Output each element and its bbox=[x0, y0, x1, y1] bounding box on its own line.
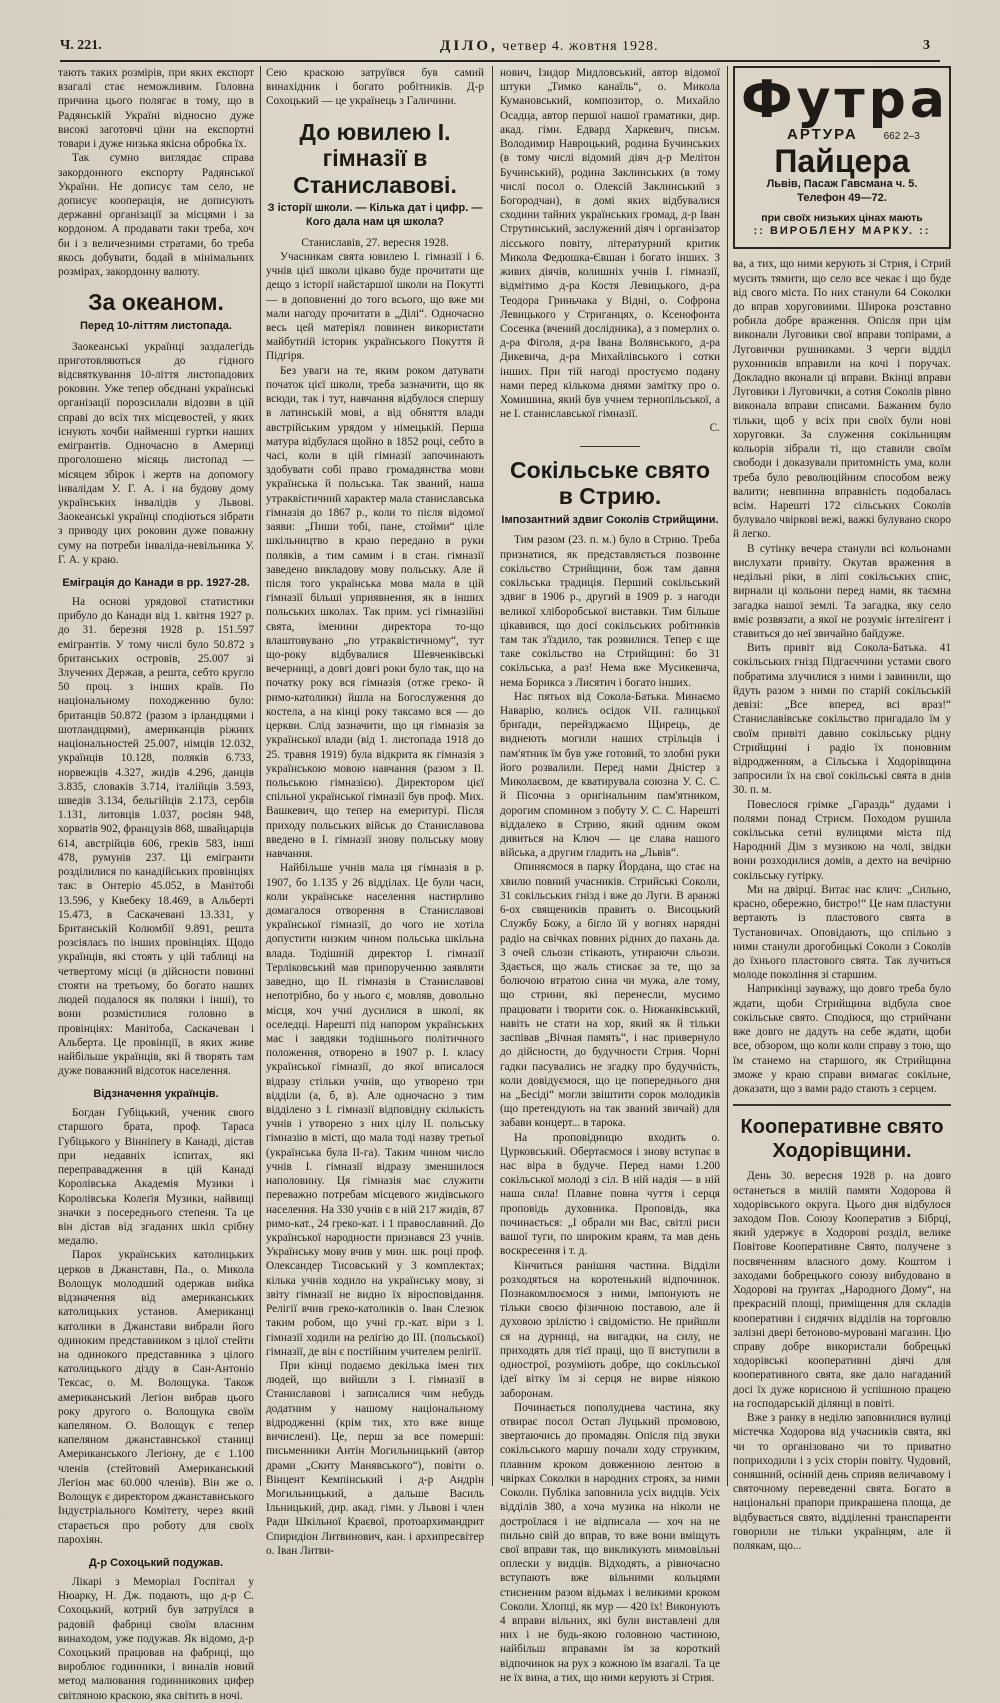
column-2 bbox=[266, 66, 484, 1557]
article-text: Заокеанські українці заздалегідь приготовляються до гідного відсвяткування 10-ліття листопадових роковин. Уже тепер обєднані українські організації порозсилали відозви в цій справі до всіх тих місцевостей, у яких існують хочби найменші гуртки наших емігрантів. Одночасно в Америці проголошено місяць листопад — місяцем збірок і жертв на допомогу інвалідам У. Г. А. і на будову дому українських інвалідів у Львові. Заокеанські українці сподіються зібрати з приводу цих роковин дуже поважну суму на потреби інваліда-невільника У. Г. А. у краю. bbox=[58, 340, 254, 566]
ad-brand: :: ВИРОБЛЕНУ МАРКУ. :: bbox=[753, 225, 931, 238]
ad-tagline: при своїх низьких цінах мають bbox=[761, 212, 923, 225]
ad-phone: Телефон 49—72. bbox=[797, 192, 887, 205]
ad-address: Львів, Пасаж Гавсмана ч. 5. bbox=[766, 178, 918, 191]
article-signature: С. bbox=[709, 422, 720, 435]
article-text: Тим разом (23. п. м.) було в Стрию. Треба признатися, як представляється позвонне сокільство Стрийщини, бож там давня сокільська традиція. Перший сокільський здвиг в 1906 р., другий в 1909 р. з нагоди великої хліборобської виставки. Тим більше цікавився, що досі сокільських робітників там так з'їздило, так розвилися. Тепер є ще таке сокільство на Стрийщині: бо 31 сокільська, а раз! Нема вже Мусикевича, нема Борикса з Лисятич і богато інших. bbox=[500, 534, 720, 689]
ad-code: 662 2–3 bbox=[883, 131, 920, 142]
fur-advertisement bbox=[733, 66, 951, 249]
headline-sokil-stryi: Сокільське свято в Стрию. bbox=[510, 456, 710, 510]
section-heading-sokhotsky: Д-р Сохоцький подужав. bbox=[88, 1557, 224, 1570]
article-text: В сутінку вечера станули всі кольонами вислухати привіту. Окутав враження в недільні ріки, в ліпі сокільських спис, вирнали ці кольони перед нами, як таємна загадка нашої землі. Та загадка, яку село вміє розвязати, а якої не розуміє інтелігент і ставиться до неї звичайно байдуже. bbox=[733, 542, 951, 640]
headline-za-okeanom: За океаном. bbox=[88, 289, 224, 316]
article-text: На проповідницю входить о. Цурковський. Обертаємося і знову вступає в нас віра в будуче. Перед нами 1.200 сокільської молоді з сіл. В ній надія — в ній наша сила! Плавне повна чуття і серця проповідь духовника. Проповідь, яка починається: „І обрали ми Вас, світлі риси вашої туги, по широким краям, та мав день воскресення і т. д. bbox=[500, 1131, 720, 1258]
article-text: Нас пятьох від Сокола-Батька. Минаємо Наварію, колись осідок VII. галицької бриґади, перейзджаємо Щирець, де виднеють могили наших стрільців і пам'ятник їм був уже готовий, то злобні руки його розвалили. Перед нами Дністер з Миколаєвом, де кватирувала союзна У. С. С. й Пісочна з оригінальним пам'ятником, дорогим спомином з побуту У. С. С. Нарешті віддалеко в Стрию, який одним оком дивиться на Ключ — це слава нашого війська, а другим гладить на „Львів“. bbox=[500, 690, 720, 860]
column-3 bbox=[500, 66, 720, 1684]
column-rule bbox=[727, 66, 728, 1486]
article-text: Опиняємося в парку Йордана, що стає на хвилю повний учасників. Стрийські Соколи, 31 сокільських гнізд і вже до Луги. В аранжі 6-ох священиків править о. Висоцький Службу Божу, а бігло їй у вогнях нарядні радіо на свічках повних рідних до пахань да. З очей сльози стікають, утираючи сльози. Здається, що жаль стискає за те, що за болючою втратою сина чи мужа, але тому, що стрини, які перенесли, мусимо працювати і творити сок. о. Нижанківський, навіть не стати на хор, який як й тільки заспівав „Вічная память“, і нас привернуло до дійсности, до будучности Стрия. Чорні гадки пасувались не згадку про будучність, коли довідуємося, що це попереднього дня на „Бесіді“ могли звіштити сорок молодиків (що претендують на так званий звичай) для забави концерт... в тарока. bbox=[500, 861, 720, 1130]
column-4 bbox=[733, 66, 951, 1553]
separator bbox=[580, 446, 640, 447]
article-text: При кінці подаємо декілька імен тих людей, що вийшли з І. гімназії в Станиславові і записалися чим небудь додатним у нашому національному відродженні (крім тих, хто вже вище вичислені). Це, перш за все померші: письменники Антін Могильницький (автор драми „Скиту Манявського“), повіти о. Вінцент Кемпінський і д-р Андрін Могильницький, а дальше Василь Ільницький, дир. акад. гімн. у Львові і член Ради Шкільної Краєвої, протоархимандрит Спиридіон Литвинович, кан. і архипресвітер о. Іван Литви- bbox=[266, 1359, 484, 1557]
article-text: На основі урядової статистики прибуло до Канади від 1. квітня 1927 р. до 31. березня 1928 р. 151.597 емігрантів. У тому числі було 50.872 з британських островів, 25.007 зі Злучених Держав, а решта, себто кругло 50 проц. з інших країв. По національному походженню було: британців 50.872 (разом з ірландцями і шотландцями), американців ріжних національностей 25.007, німців 12.032, українців 10.128, поляків 6.733, норвежців 4.327, жидів 4.296, данців 3.835, словаків 3.714, італійців 3.593, шведів 3.134, бельгійців 2.173, сербів 1.131, литовців 1.037, росіян 948, хорватів 902, французів 868, швайцарців 614, австрійців 606, греків 583, інші 478, румунів 237. Ці емігранти розділилися по канадійських провінціях так: в Онтеріо 45.052, в Манітобі 13.596, у Квебеку 18.469, в Альберті 15.473, в Саскачевані 13.331, у Британській Колюмбії 9.891, решта розсіялась по інших провінціях. Щодо українців, які стоять у цій таблиці на четвертому місці (в дійсности повинні стояти на третьому, бо богато наших людей подалося як поляки і інші), то вони розмістилися головно в провінціях: Манітоба, Саскачеван і Альберта. Це провінції, в яких живе найбільше українців, які й творять там дуже поважний відсоток населення. bbox=[58, 595, 254, 1078]
issue-date: четвер 4. жовтня 1928. bbox=[502, 39, 659, 54]
ad-name: Пайцера bbox=[774, 142, 910, 179]
page-number: 3 bbox=[923, 38, 930, 53]
article-text: Повеслося грімке „Гараздь“ дудами і полями понад Стриєм. Походом рушила сокільська сетні вулицями міста під Народний Дім з музикою на чолі, звідки вони розходилися домів, а дехто на вечірню сокільську гутірку. bbox=[733, 798, 951, 882]
column-rule bbox=[492, 66, 493, 1486]
ad-title: Футра bbox=[741, 70, 949, 130]
headline-coop-festival: Кооперативне свято Ходорівщини. bbox=[740, 1116, 944, 1162]
article-text: тають таких розмірів, при яких експорт взагалі стає неможливим. Головна причина цього полягає в тому, що в Радянській Україні відносно дуже високі заготовчі ціни на експортні товари і дуже низька якісна обробка їх. bbox=[58, 67, 254, 151]
article-text: нович, Ізидор Мидловський, автор відомої штуки „Тимко канаїль“, о. Микола Кумановський, композитор, о. Михайло Осадца, автор першої нашої граматики, дир. акад. гімн. Едвард Харкевич, письм. Володимир Навроцький, родина Бучинських (в тому числі відомий діяч д-р Мелітон Бучинський), родина Заклинських (в тому числі посол о. Олексій Заклинський з Богородчан), в домі яких відбувалися сходини тайних українських громад, д-р Іван Струтинський, заслужений діяч і організатор лісського повіту, літературний критик Микола Федюшка-Євшан і богато інших. З живих діячів, колишніх учнів І. гімназії, відмітимо д-ра Костя Левицького, д-ра Теодора Гриньчака у Відні, о. Софрона Левицького у Стриганцях, о. Ксенофонта Сосенка (вчений дослідника), а з померлих о. д-ра Фіголя, д-ра Івана Волянського, д-ра Дикевича, д-ра Михайлівського і сотки інших. При тій нагоді простуємо подану нами перед кількома днями замітку про о. Хомишина, який був учнем тернопільської, а не І. станиславської гімназії. bbox=[500, 67, 720, 421]
ad-artura-text: АРТУРА bbox=[787, 126, 858, 143]
article-text: ва, а тих, що ними керують зі Стрия, і Стрий мусить тямити, що село все чекає і що буде від свого міста. По них станули 64 Соколки до вправ хоруговиими. Широка розставно робила добре враження. Опісля при цім виконали Луговики свої вправи топірами, а Луговички рушниками. З черги відділ рухонників вправили на кочі і поручах. Докладно вконали ці вправи. Вкінці вправи Луговики і Луговички, а сотня Соколів рівно виконала вправи списами. Бажаним було тільки, щоб у всіх при своїх були нові хоруговки. За служення сокільницям кольорів зібрали ті, що ставили своїм свободи і доказували притомність ума, коли треба було революційним способом вежу валити; невпинна вправність подобалась всім. Нарешті 172 сільських Соколів булувало чвіркові вежі, важкі булувано скоро й легко. bbox=[733, 258, 951, 541]
section-heading-honors: Відзначення українців. bbox=[93, 1088, 219, 1101]
subheadline: Перед 10-літтям листопада. bbox=[80, 319, 232, 332]
article-text: Починається пополуднева частина, яку отвирає посол Остап Луцький промовою, звертаючись до промадян. Опісля під звуки сокільського маршу почали ходу струнким, плавним кроком довженною лентою в чвірках Соколки в народних строях, за ними Соколи. Публіка заповнила усіх видців. Усіх відділів 380, а хоча музика на ніколи не достроїлася і не відписала — хоч на не пильно свій до вправ, то вже вони вміщуть свої вправи так, що викликують мимовільні оплески у видців. Відходять, а рівночасно вступають вже вільними кольцями стисненим разом відьмах і великими кроком Соколи. Хлопці, як мур — 420 їх! Виконують 4 вправи вільних, які були виставлені для них і не будь-якою головною частиною, найбільш вправами їм за короткий відпочинок на рух з кожною їм взагалі. Та це не їх вина, а тих, що ними керують зі Стрия. bbox=[500, 1401, 720, 1684]
article-text: Без уваги на те, яким роком датувати початок цієї школи, треба зазначити, що як всюди, так і тут, навчання відбулося спершу в латинській мові, а від обняття влади австрійським урядом у німецькій. Перша матура відбулася щойно в 1852 році, себто в часі, коли в цій гімназії започинають здобувати собі право громадянства мови українська й польська. Так званий, наша утраквістичний характер мала станиславська гімназія до 1867 р., коли то після відомої заяви: „Пиши тобі, пане, стойми“ ціле шкільництво в краю передано в руки поляків, а тим самим і в стан. гімназії заведено викладову мову польську. Але й після того українська мова мала в цій гімназії більші уприявнення, як в інших польських школах. Так прим. усі гімназійні свята, іменини директора то-що влаштовувано „по утраквістичному“, тут що-року відбувалися Шевченківські вечерниці, а довгі довгі роки було так, що на початку року вся гімназія (отже греко- й римо-католики) йшла на Богослуження до костела, а на кінці року таксамо вся — до церкви. Слід зазначити, що ця гімназія за української влади (від 1. листопада 1918 до 25. травня 1919) була відкрита як гімназія з українською мовою навчання (разом з II. польською гімназією). Директором цієї спільної української гімназії був проф. Мих. Вашкевич, що тепер на емеритурі. Після приходу польських військ до Станиславова введено в І. гімназії знову польську мову навчання. bbox=[266, 364, 484, 861]
issue-number: Ч. 221. bbox=[60, 38, 102, 53]
article-text: День 30. вересня 1928 р. на довго останеться в милій памяти Ходорова й ходорівського округа. Цього дня відбулося заходом Пов. Союзу Кооператив з Бібрці, який удержує в Ходорові розділ, велике Повітове Кооперативне Свято, получене з посвяченням власного дому. Коштом і заходами бобрецького союзу вибудовано в Ходорові на ґрунтах „Народного Дому“, на прекрасній площі, приміщення для складів кооперативи і сидячих відділів на торговлю залізні двері бетоново-муровані магазин. Цю справу добре використали бобрецькі ходорівські кооперативні діячі для кооперативного свята, яке дало нагаданий досі їх дуже корисною й успішною працею на господарській ділянці в повіті. bbox=[733, 1170, 951, 1410]
article-text: Ми на двірці. Витає нас клич: „Сильно, красно, обережно, бистро!“ Це нам пластуни вертають із пластового свята в Тустановичах. Оповідають, що спільно з ними станули дрогобицькі Соколи з Соколів до їхнього пластового свята. Так лучиться молоде покоління зі старшим. bbox=[733, 883, 951, 982]
column-1 bbox=[58, 66, 254, 1702]
article-text: Наприкінці зауважу, що довго треба було ждати, щоби Стрийщина відбула свое сокільське свято. Сподіюся, що стрийчани вже довго не дадуть на себе ждати, щоби все, обзором, що коли коли справу з тою, що їм станемо на старшого, як Стрийщина зможе у краю справи вимагає сокільне, доказати, що з вами радо стають з серцем. bbox=[733, 983, 951, 1095]
subheadline: З історії школи. — Кілька дат і цифр. — Кого дала нам ця школа? bbox=[267, 201, 483, 228]
dateline: Станиславів, 27. вересня 1928. bbox=[301, 236, 449, 249]
masthead bbox=[60, 36, 940, 62]
article-text: Так сумно виглядає справа закордонного експорту Радянської України. Не дописує там село, не дописує кооперація, не дописують державні організації за місцями і за кордоном. А продавати таки треба, хоч би і з величезними стратами, бо треба якось добувати, бодай в мінімальних розмірах, закордонну валюту. bbox=[58, 152, 254, 279]
separator bbox=[733, 1104, 951, 1106]
paper-name: ДІЛО, bbox=[440, 38, 498, 54]
column-rule bbox=[260, 66, 261, 1486]
article-text: Вже з ранку в неділю заповнилися вулиці містечка Ходорова від учасників свята, які чи то організовано чи то приватно поприходили і з усіх сторін повіту. Чудовий, соняшний, осінній день сприяв величавому і святочному переведенні свята. Богато в національні прапори прикрашена площа, де відбувається свято, відділенні транспаренти говорили не тільки українцям, але й полякам, що... bbox=[733, 1412, 951, 1553]
headline-gymnasium-jubilee: До ювилею І. гімназії в Станиславові. bbox=[293, 118, 457, 198]
article-text: Найбільше учнів мала ця гімназія в р. 1907, бо 1.135 у 26 відділах. Це були часи, коли українське населення настирливо домагалося отворення в Станиславові української гімназії, до чого не хотіла допустити низким чином польська шкільна влада. Тодішній директор І. гімназії Терліковський мав припорученню заявляти заведно, що II. гімназія в Станиславові непотрібно, бо у нього є, мовляв, довольно місця, хоч учні дусилися в школі, як оселедці. Нарешті під напором українських мас і завдяки тодішнього політичного положення, отворено в 1907 р. І. класу української гімназії, до якої вписалося відразу стільки учнів, що утворено три відділи (а, б, в). Але одночасно з тим відділено з І. гімназії відповідну скількість учнів і утворено з них цілу II. польську гімназію в місті, що мала тоді назву третьої (українська була II-га). Таким чином число учнів І. гімназії відразу зменшилося наполовину. Ця гімназія має служити переважно потребам місцевого жидівського населення. На 330 учнів є в ній 217 жидів, 87 римо-кат., 24 греко-кат. і 1 православний. До української народности признався 23 учнів. Українську мову вчив у мин. шк. році проф. Олександер Тисовський у 3 комплектах; кілька учнів ходило на українську мову, зі звіту гімназії не видно їх віросповідання. Релігії вчив греко-католиків о. Іван Слезюк таким робом, що учні гр.-кат. віри з I. гімназії ходили на релігію до III. (польської) гімназії, де він є постійним учителем релігії. bbox=[266, 862, 484, 1358]
section-heading-emigration: Еміграція до Канади в рр. 1927-28. bbox=[62, 577, 250, 590]
article-text: Учасникам свята ювилею І. гімназії і 6. учнів цієї школи цікаво буде прочитати ще дещо з історії найстаршої школи на Покутті — в доповненні до того всього, що вже ми мали нагоду прочитати в „Ділі“. Одночасно весь цей матеріял повинен використати майбутній історик українського Покуття й Підгіря. bbox=[266, 250, 484, 363]
article-text: Сею краскою затруївся був самий винахідник і богато робітників. Д-р Сохоцький — це українець з Галичини. bbox=[266, 67, 484, 108]
subheadline: Імпозантний здвиг Соколів Стрийщини. bbox=[501, 513, 719, 526]
article-text: Богдан Губіцький, ученик свого старшого брата, проф. Тараса Губіцького у Вінніпеґу в Канаді, дістав при недавніх іспитах, які переправадження в цій Канаді Королівська Академія Музики і Королівська Колеґія Музики, найвищі значки з посереднього степеня. Та це він дістав від згаданих шкіл срібну медалю. bbox=[58, 1107, 254, 1248]
article-text: Вить привіт від Сокола-Батька. 41 сокільських гнізд Підгаєччини устами свого побратима злучилися з ними і завинили, що йдуть разом з ними по старій сокільській девізі: „Все вперед, всі враз!“ Станиславівське сокільство пригадало їм у своїм привіті давню сокільську рідну Стрийщині і радіо їх поновним відродженням, а Сільська і Ходорівщина запросили їх на свої сокільські свята в днів 30. п. м. bbox=[733, 642, 951, 797]
article-text: Парох українських католицьких церков в Джанставн, Па., о. Микола Волощук молодший одержав вийка відзначення від американських католицьких установ. Американці католики в Джанстави вибрали його одиноким представником з цілої стейти на одинокого представника з цілого католицького дізду в Сан-Антоніо Тексас, о. М. Волощука. Також американський Легіон вибрав цього року другого о. Волощука своїм капеляном. О. Волощук є тепер капеляном джанставнської станиці Американського Легіону, де є 1.100 членів (стейтовий Американський Легіон має 60.000 членів). Він же о. Волощук є директором джанставнського Індустріального Комітету, через який старається про роботу для своїх парохіян. bbox=[58, 1249, 254, 1546]
paper-title-date bbox=[440, 38, 659, 55]
article-text: Кінчиться ранішня частина. Відділи розходяться на коротенький відпочинок. Познакомлюємося з ними, імпонують не тільки своєю фізичною поставою, але й духовою зрілістю і свідомістю. Не прийшли ся на дурниці, на вигадки, на силу, не приходять для тієї праці, що її виступили в однострої, розуміють добре, що сокільської ідеї вітку їм зі серця не вирве ніякою заборонам. bbox=[500, 1259, 720, 1400]
article-text: Лікарі з Меморіал Госпітал у Нюарку, Н. Дж. подають, що д-р С. Сохоцький, котрий був затруїлся в радовій фабриці своїм власним винаходом, уже подужав. Як відомо, д-р Сохоцький працював на фабриці, що вироблює годинники, і виналів новий метод малювання годинникових цифер світляною краскою, яка світить в ночі. bbox=[58, 1575, 254, 1702]
